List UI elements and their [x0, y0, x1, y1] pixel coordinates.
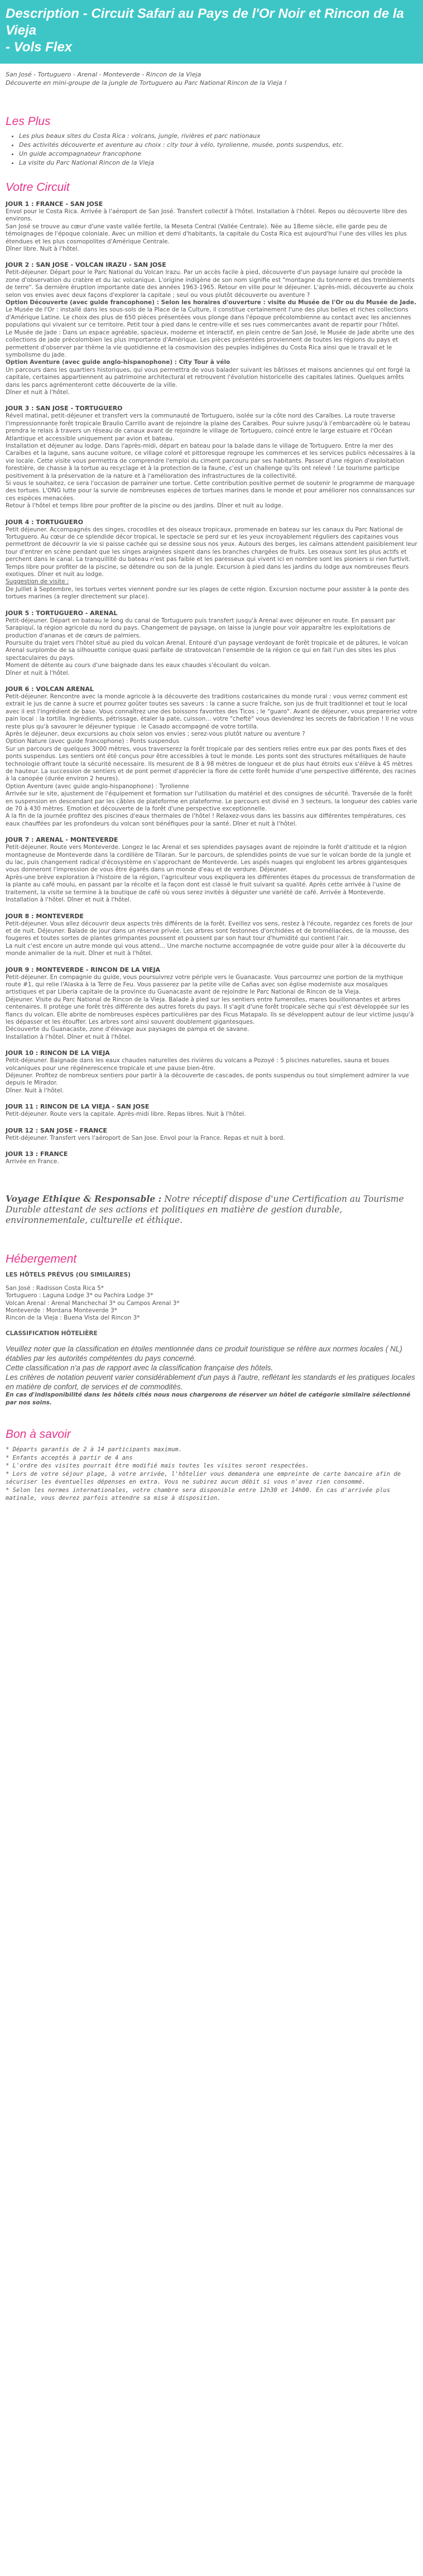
day-block — [6, 836, 417, 904]
day-option-text: Dîner et nuit à l'hôtel. — [6, 388, 70, 396]
list-item: • La visite du Parc National Rincon de la Vieja — [19, 159, 417, 167]
hotel-item: Rincon de la Vieja : Buena Vista del Rincon 3* — [6, 1315, 140, 1322]
day-paragraph: Arrivée en France. — [6, 1158, 59, 1165]
classification-note: En cas d'indisponibilité dans les hôtels cités nous nous chargerons de réserver un hôtel de catégorie similaire sélectionné par nos soins. — [6, 1392, 411, 1406]
list-item: * L'ordre des visites pourrait être modifié mais toutes les visites seront respectées. — [6, 1462, 309, 1470]
hebergement-section — [0, 1253, 423, 1407]
day-paragraph: Dîner libre. Nuit à l'hôtel. — [6, 246, 79, 253]
day-option-text: Sur un parcours de quelques 3000 mètres, vous traverserez la forêt tropicale par des sentiers relies entre eux par des ponts fixes et des ponts suspendus. Les sentiers ont été conçus pour être accessibles à tout le monde. Les ponts sont des structures métalliques de haute technologie offrant toute la sécurité necessaire. Ils mesurent de 8 à 98 mètres de longueur et de plus haut étroits eux s'élève à 45 mètres de hauteur. La succession de sentiers et de pont permet d'apprécier la flore de cette forêt humide d'une perspective différente, des racines à la canopée (durée environ 2 heures). — [6, 745, 416, 783]
day-title: JOUR 9 : MONTEVERDE - RINCON DE LA VIEJA — [6, 966, 161, 973]
header-banner — [0, 0, 423, 64]
day-paragraph: Après-une brève exploration à l'histoire de la région, l'agriculteur vous expliquera les différentes étapes du processus de transformation de la plante au café moulu, en passant par la récolte et la façon dont est classé le fruit suivant sa qualité. Après cette arrivée à l'usine de traitement, la visite se termine à la boutique de café où vous serez invités à déguster une variété de café. Arrivée à Monteverde. Installation à l'hôtel. Dîner et nuit à l'hôtel. — [6, 874, 415, 904]
day-paragraph: Dîner. Nuit à l'hôtel. — [6, 1087, 64, 1094]
day-option-title: Option Aventure (avec guide anglo-hispanophone) : City Tour à vélo — [6, 359, 230, 366]
day-option-title: Option Découverte (avec guide francophone) : Selon les horaires d'ouverture : visite du Musée de l'Or ou du Musée de Jade. — [6, 299, 417, 306]
day-paragraph: Moment de détente au cours d'une baignade dans les eaux chaudes s'écoulant du volcan. — [6, 662, 271, 669]
circuit-title: Votre Circuit — [6, 181, 70, 194]
day-option-text: Arrivée sur le site, ajustement de l'équipement et formation sur l'utilisation du matériel et des consignes de sécurité. Traversée de la forêt en suspension en descendant par les câbles de plateforme en plateforme. Le parcours est divisé en 3 secteurs, la longueur des cables varie de 70 à 430 mètres. Emotion et découverte de la forêt d'une perspective exceptionnelle. — [6, 790, 417, 813]
day-title: JOUR 12 : SAN JOSE - FRANCE — [6, 1126, 107, 1134]
day-block — [6, 200, 417, 253]
list-item: • Un guide accompagnateur francophone — [19, 150, 417, 159]
hotel-item: Volcan Arenal : Arenal Manchechal 3* ou Campos Arenal 3* — [6, 1299, 180, 1307]
list-item: * Lors de votre séjour plage, à votre arrivée, l'hôtelier vous demandera une empreinte de carte bancaire afin de sécuriser les éventuelles dépenses en extra. Vous ne subirez aucun débit si vous n'avez rien consommé. — [6, 1470, 401, 1486]
day-paragraph: La nuit c'est encore un autre monde qui vous attend... Une marche nocturne accompagnée de votre guide pour aller à la découverte du monde animalier de la nuit. Dîner et nuit à l'hôtel. — [6, 942, 406, 957]
day-title: JOUR 5 : TORTUGUERO - ARENAL — [6, 609, 118, 617]
savoir-title: Bon à savoir — [6, 1428, 71, 1441]
day-paragraph: Déjeuner. Profitez de nombreux sentiers pour partir à la découverte de cascades, de ponts suspendus ou tout simplement admirer la vue depuis le Mirador. — [6, 1072, 409, 1087]
day-title: JOUR 7 : ARENAL - MONTEVERDE — [6, 836, 118, 844]
day-title: JOUR 13 : FRANCE — [6, 1150, 68, 1158]
day-block — [6, 1126, 417, 1142]
classification-text — [6, 1344, 417, 1407]
day-option-text: Option Aventure (avec guide anglo-hispanophone) : Tyrolienne — [6, 783, 189, 790]
page-title-line-1: Description - Circuit Safari au Pays de l'Or Noir et Rincon de la Vieja — [6, 6, 404, 38]
hebergement-title: Hébergement — [6, 1253, 77, 1266]
day-paragraph: Après le déjeuner, deux excursions au choix selon vos envies ; serez-vous plutôt nature ou aventure ? — [6, 730, 305, 737]
circuit-section — [0, 181, 423, 1165]
day-title: JOUR 8 : MONTEVERDE — [6, 912, 84, 920]
day-option-text: De Juillet à Septembre, les tortues vertes viennent pondre sur les plages de cette région. Excursion nocturne pour assister à la ponte des tortues marines (a regler directement sur place). — [6, 586, 409, 601]
day-block — [6, 1102, 417, 1118]
day-paragraph: Petit-déjeuner. Départ pour le Parc National du Volcan Irazu. Par un accès facile à pied, découverte d'un paysage lunaire qui procède la zone d'observation du cratère et du lac volcanique. L'origine indigène de son nom signifie est "montagne du tonnerre et des tremblements de terre". Sa dernière éruption importante date des années 1963-1965. Retour en ville pour le déjeuner. L'après-midi, découverte au choix selon vos envies avec deux façons d'explorer la capitale ; seul ou vous plutôt découverte ou aventure ? — [6, 269, 415, 299]
day-paragraph: Petit-déjeuner. Départ en bateau le long du canal de Tortuguero puis transfert jusqu'à Arenal avec déjeuner en route. En passant par Sarapiquí, la région agricole du nord du pays. Changement de paysage, on laisse la jungle pour voir apparaître les exploitations de production d'ananas et de cœurs de palmiers. — [6, 617, 396, 639]
classification-title: CLASSIFICATION HÔTELIÈRE — [6, 1330, 98, 1337]
day-paragraph: Petit-déjeuner. Transfert vers l'aéroport de San Jose. Envol pour la France. Repas et nuit à bord. — [6, 1134, 285, 1141]
ethique-body: Notre réceptif dispose d'une Certification au Tourisme Durable attestant de ses actions et politiques en matière de gestion durable, environnementale, culturelle et éthique. — [6, 1194, 404, 1226]
plus-title: Les Plus — [6, 115, 51, 128]
hotels-subtitle: LES HÔTELS PRÉVUS (OU SIMILAIRES) — [6, 1272, 131, 1279]
day-paragraph: Déjeuner. Visite du Parc National de Rincon de la Vieja. Balade à pied sur les sentiers entre fumerolles, mares bouillonnantes et arbres centenaires. Il protège une forêt très différente des autres forets du pays. Il s'agit d'une forêt tropicale sèche qui s'est développée sur les flancs du volcan. Elle abrite de nombreuses espèces particulières par des Ficus Matapalo. Ils se développent autour de leur victime jusqu'à les dépasser et les étouffer. Les arbres sont ainsi souvent doublement gigantesques. — [6, 996, 414, 1025]
list-item: * Départs garantis de 2 à 14 participants maximum. — [6, 1446, 182, 1454]
day-block — [6, 609, 417, 677]
day-paragraph: Découverte du Guanacaste, zone d'élevage aux paysages de pampa et de savane. — [6, 1026, 249, 1033]
day-block — [6, 1049, 417, 1095]
intro — [0, 64, 423, 87]
day-block — [6, 912, 417, 958]
day-paragraph: Envol pour le Costa Rica. Arrivée à l'aéroport de San José. Transfert collectif à l'hôtel. Installation à l'hôtel. Repos ou découverte libre des environs. — [6, 208, 407, 223]
day-paragraph: Petit-déjeuner. Route vers la capitale. Après-midi libre. Repas libres. Nuit à l'hôtel. — [6, 1111, 246, 1118]
day-block — [6, 518, 417, 601]
day-block — [6, 685, 417, 828]
hotel-item: Monteverde : Montana Monteverde 3* — [6, 1307, 117, 1315]
day-title: JOUR 11 : RINCON DE LA VIEJA - SAN JOSE — [6, 1103, 150, 1111]
day-paragraph: Installation à l'hôtel. Dîner et nuit à l'hôtel. — [6, 1033, 132, 1040]
day-block — [6, 966, 417, 1042]
day-title: JOUR 4 : TORTUGUERO — [6, 518, 83, 526]
day-paragraph: Temps libre pour profiter de la piscine, se détendre ou son de la jungle. Excursion à pied dans les jardins du lodge aux nombreuses fleurs exotiques. Dîner et nuit au lodge. — [6, 563, 409, 578]
hotel-item: Tortuguero : Laguna Lodge 3* ou Pachira Lodge 3* — [6, 1292, 153, 1299]
day-option-text: Option Nature (avec guide francophone) : Ponts suspendus — [6, 738, 179, 745]
hotel-item: San José : Radisson Costa Rica 5* — [6, 1284, 104, 1292]
ethique-text — [6, 1193, 417, 1226]
page-title-line-2: - Vols Flex — [6, 40, 73, 55]
hotels-list — [6, 1285, 417, 1322]
day-title: JOUR 2 : SAN JOSE - VOLCAN IRAZU - SAN JOSE — [6, 261, 166, 269]
day-title: JOUR 10 : RINCON DE LA VIEJA — [6, 1049, 110, 1057]
plus-section — [0, 115, 423, 167]
day-block — [6, 261, 417, 396]
day-paragraph: Petit déjeuner. Accompagnés des singes, crocodiles et des oiseaux tropicaux, promenade en bateau sur les canaux du Parc National de Tortuguero. Au cœur de ce splendide décor tropical, le spectacle se perd sur et les yeux incroyablement réguliers des capitaines vous permettront de découvrir la vie si paisse cachée qui se dessine sous nos yeux. Autours des berges, les caïmans attendent paisiblement leur tour d'entrer en scène pendant que les singes araignées sispent dans les branches chargées de fruits. Les oiseaux sont les plus actifs et perchent dans le canal. La tranquillité du bateau n'est pas faible et les paresseux qui vivent ici en nombre sont les pioniers si rien furtivit. — [6, 526, 417, 563]
days-list — [6, 200, 417, 1165]
day-title: JOUR 3 : SAN JOSE - TORTUGUERO — [6, 405, 123, 412]
day-block — [6, 404, 417, 510]
classification-line: Veuillez noter que la classification en étoiles mentionnée dans ce produit touristique se réfère aux normes locales ( NL) établies par les autorités compétentes du pays concerné. — [6, 1345, 402, 1363]
day-option-text: Le Musée de Jade : Dans un espace agréable, spacieux, moderne et interactif, en plein centre de San José, le Musée de Jade abrite une des collections de jade précolombien les plus importante d'Amérique. Les pièces présentées proviennent de toutes les régions du pays et permettent d'observer par thème la vie quotidienne et la cosmovision des peuples indigènes du Costa Rica ainsi que le travail et le symbolisme du jade. — [6, 329, 415, 358]
intro-route: San José - Tortuguero - Arenal - Monteverde - Rincon de la Vieja — [6, 71, 201, 78]
ethique-section — [0, 1193, 423, 1226]
day-option-text: Le Musée de l'Or : installé dans les sous-sols de la Place de la Culture, il constitue certainement l'une des plus belles et riches collections d'Amérique Latine. Le choix des plus de 650 pièces présentées vous plonge dans l'époque précolombienne au contact avec les anciennes populations qui vivaient sur ce territoire. Petit tour à pied dans le centre-ville et ses rues commercantes avant de repartir pour l'hôtel. — [6, 306, 411, 329]
day-block — [6, 1150, 417, 1165]
day-paragraph: San José se trouve au cœur d'une vaste vallée fertile, la Meseta Central (Vallée Centrale). Née au 18eme siècle, elle garde peu de témoignages de l'époque coloniale. Avec un million et demi d'habitants, la capitale du Costa Rica est aujourd'hui l'une des villes les plus étendues et les plus cosmopolites d'Amérique Centrale. — [6, 223, 407, 245]
savoir-list — [6, 1446, 417, 1503]
day-title: JOUR 1 : FRANCE - SAN JOSE — [6, 200, 103, 208]
list-item: * Enfants acceptés à partir de 4 ans — [6, 1454, 133, 1461]
day-paragraph: Petit-déjeuner. En compagnie du guide, vous poursuivrez votre périple vers le Guanacaste. Vous parcourrez une portion de la mythique route #1, qui relie l'Alaska à la Terre de Feu. Vous passerez par la petite ville de Cañas avec son église moderniste aux mosaïques artistiques et par Liberia capitale de la province du Guanacaste avant de rejoindre le Parc National de Rincon de la Vieja. — [6, 973, 403, 996]
list-item: * Selon les normes internationales, votre chambre sera disponible entre 12h30 et 14h00. En cas d'arrivée plus matinale, vous devrez parfois attendre sa mise à disposition. — [6, 1486, 391, 1502]
page-title — [6, 6, 417, 56]
day-paragraph: Réveil matinal, petit-déjeuner et transfert vers la communauté de Tortuguero, isolée sur la côte nord des Caraïbes. La route traverse l'impressionnante forêt tropicale Braulio Carrillo avant de rejoindre la plaine des Caraïbes. Pour suivre jusqu'à l'embarcadère où le bateau prendra le relais à travers un réseau de canaux avant de rejoindre le village de Tortuguero, coincé entre le large estuaire et l'Océan Atlantique et accessible uniquement par avion et bateau. — [6, 412, 410, 442]
classification-line: Cette classification n'a pas de rapport avec la classification française des hôtels. — [6, 1364, 273, 1373]
savoir-section — [0, 1428, 423, 1503]
list-item: • Des activités découverte et aventure au choix : city tour à vélo, tyrolienne, musée, ponts suspendus, etc. — [19, 141, 417, 150]
day-option-text: Un parcours dans les quartiers historiques, qui vous permettra de vous balader suivant les bâtisses et maisons anciennes qui ont forgé la capitale, certaines appartiennent au patrimoine architectural et retrouvent l'évolution historicelle des capitales latines. Quelques arrêts dans les parcs agrémenteront cette découverte de la ville. — [6, 366, 410, 388]
day-paragraph: Si vous le souhaitez, ce sera l'occasion de parrainer une tortue. Cette contribution positive permet de soutenir le programme de marquage des tortues. L'ONG lutte pour la survie de nombreuses espèces de tortues marines dans le monde et pour améliorer nos connaissances sur ces espèces menacées. — [6, 480, 415, 502]
classification-line: Les critères de notation peuvent varier considérablement d'un pays à l'autre, reflétant les standards et les pratiques locales en matière de confort, de services et de commodités. — [6, 1373, 415, 1392]
day-paragraph: Installation et déjeuner au lodge. Dans l'après-midi, départ en bateau pour la balade dans le village de Tortuguero. Entre la mer des Caraïbes et la lagune, sans aucune voiture, ce village coloré et pittoresque regroupe les commerces et les services publics nécessaires à la vie locale. Cette visite vous permettra de comprendre l'emploi du ciment parcouru par ses habitants. Passer d'une région d'exploitation forestière, de chasse à la tortue au recyclage et à la protection de la faune, c'est un challenge qu'ils ont relevé ! Le tourisme participe positivement à la préservation de la nature et à l'amélioration des infrastructures de la collectivité. — [6, 442, 415, 479]
day-paragraph: Petit-déjeuner. Baignade dans les eaux chaudes naturelles des rivières du volcans a Pozoyé : 5 piscines naturelles, sauna et boues volcaniques pour une régénerescence tropicale et une pause bien-être. — [6, 1057, 390, 1072]
day-title: JOUR 6 : VOLCAN ARENAL — [6, 685, 94, 693]
day-paragraph: Petit-déjeuner. Rencontre avec la monde agricole à la découverte des traditions costaricaines du monde rural : vous verrez comment est extrait le jus de canne à sucre et pourrez goûter toutes ses saveurs : la canne a sucre fraîche, son jus de fruit traditionnel et tout le local avec il est l'ingrédient de base. Vous connaîtrez une des boissons favorites des Ticos ; le "guaro". Avant de déjeuner, vous prepareriez votre pain local : la tortilla. Ingrédients, pétrissage, étaler la pate, cuisson... votre "chefté" vous deviendrez les secrets de fabrication ! Il ne vous reste plus qu'à savourer le déjeuner typique : le Casado accompagné de votre tortilla. — [6, 693, 417, 730]
day-paragraph: Dîner et nuit à l'hôtel. — [6, 669, 70, 677]
day-paragraph: Poursuite du trajet vers l'hôtel situé au pied du volcan Arenal. Entouré d'un paysage verdoyant de forêt tropicale et de pâtures, le volcan Arenal surplombe de sa silhouette conique quasi parfaite de stratovolcan l'ensemble de la région ce qui en fait l'un des sites les plus spectaculaires du pays. — [6, 639, 408, 661]
day-paragraph: Petit-déjeuner. Vous allez découvrir deux aspects très différents de la forêt. Eveillez vos sens, restez à l'écoute, regardez ces forets de jour et de nuit. Déjeuner. Balade de jour dans un réserve privée. Les arbres sont festonnes d'orchidées et de broméliacées, de la mousse, des fougeres et toutes sortes de plantes grimpantes poussent et poussent par son haut tour d'humidité qui contient l'air. — [6, 920, 413, 942]
day-option-text: A la fin de la journée profitez des piscines d'eaux thermales de l'hôtel ! Relaxez-vous dans les bassins aux différentes températures, ces eaux chauffées par les profondeurs du volcan sont bénéfiques pour la santé. Dîner et nuit à l'hôtel. — [6, 813, 406, 827]
intro-summary: Découverte en mini-groupe de la jungle de Tortuguero au Parc National Rincon de la Vieja ! — [6, 79, 287, 87]
plus-list — [6, 132, 417, 167]
list-item: • Les plus beaux sites du Costa Rica : volcans, jungle, rivières et parc nationaux — [19, 132, 417, 141]
ethique-label: Voyage Ethique & Responsable : — [6, 1193, 162, 1205]
day-option-text: Suggestion de visite : — [6, 578, 69, 586]
day-paragraph: Retour à l'hôtel et temps libre pour profiter de la piscine ou des jardins. Dîner et nuit au lodge. — [6, 502, 283, 510]
day-paragraph: Petit-déjeuner. Route vers Monteverde. Longez le lac Arenal et ses splendides paysages avant de rejoindre la forêt d'altitude et la région montagneuse de Monteverde dans la cordillère de Tilaran. Sur le parcours, de splendides points de vue sur le volcan borde de la jungle et du lac, puis changement radical d'écosystème en s'approchant de Monteverde. Les aspés nuages qui englobent les arbres gigantesques vous donneront l'impression de vous être égarés dans un monde d'eau et de verdure. Déjeuner. — [6, 844, 411, 874]
